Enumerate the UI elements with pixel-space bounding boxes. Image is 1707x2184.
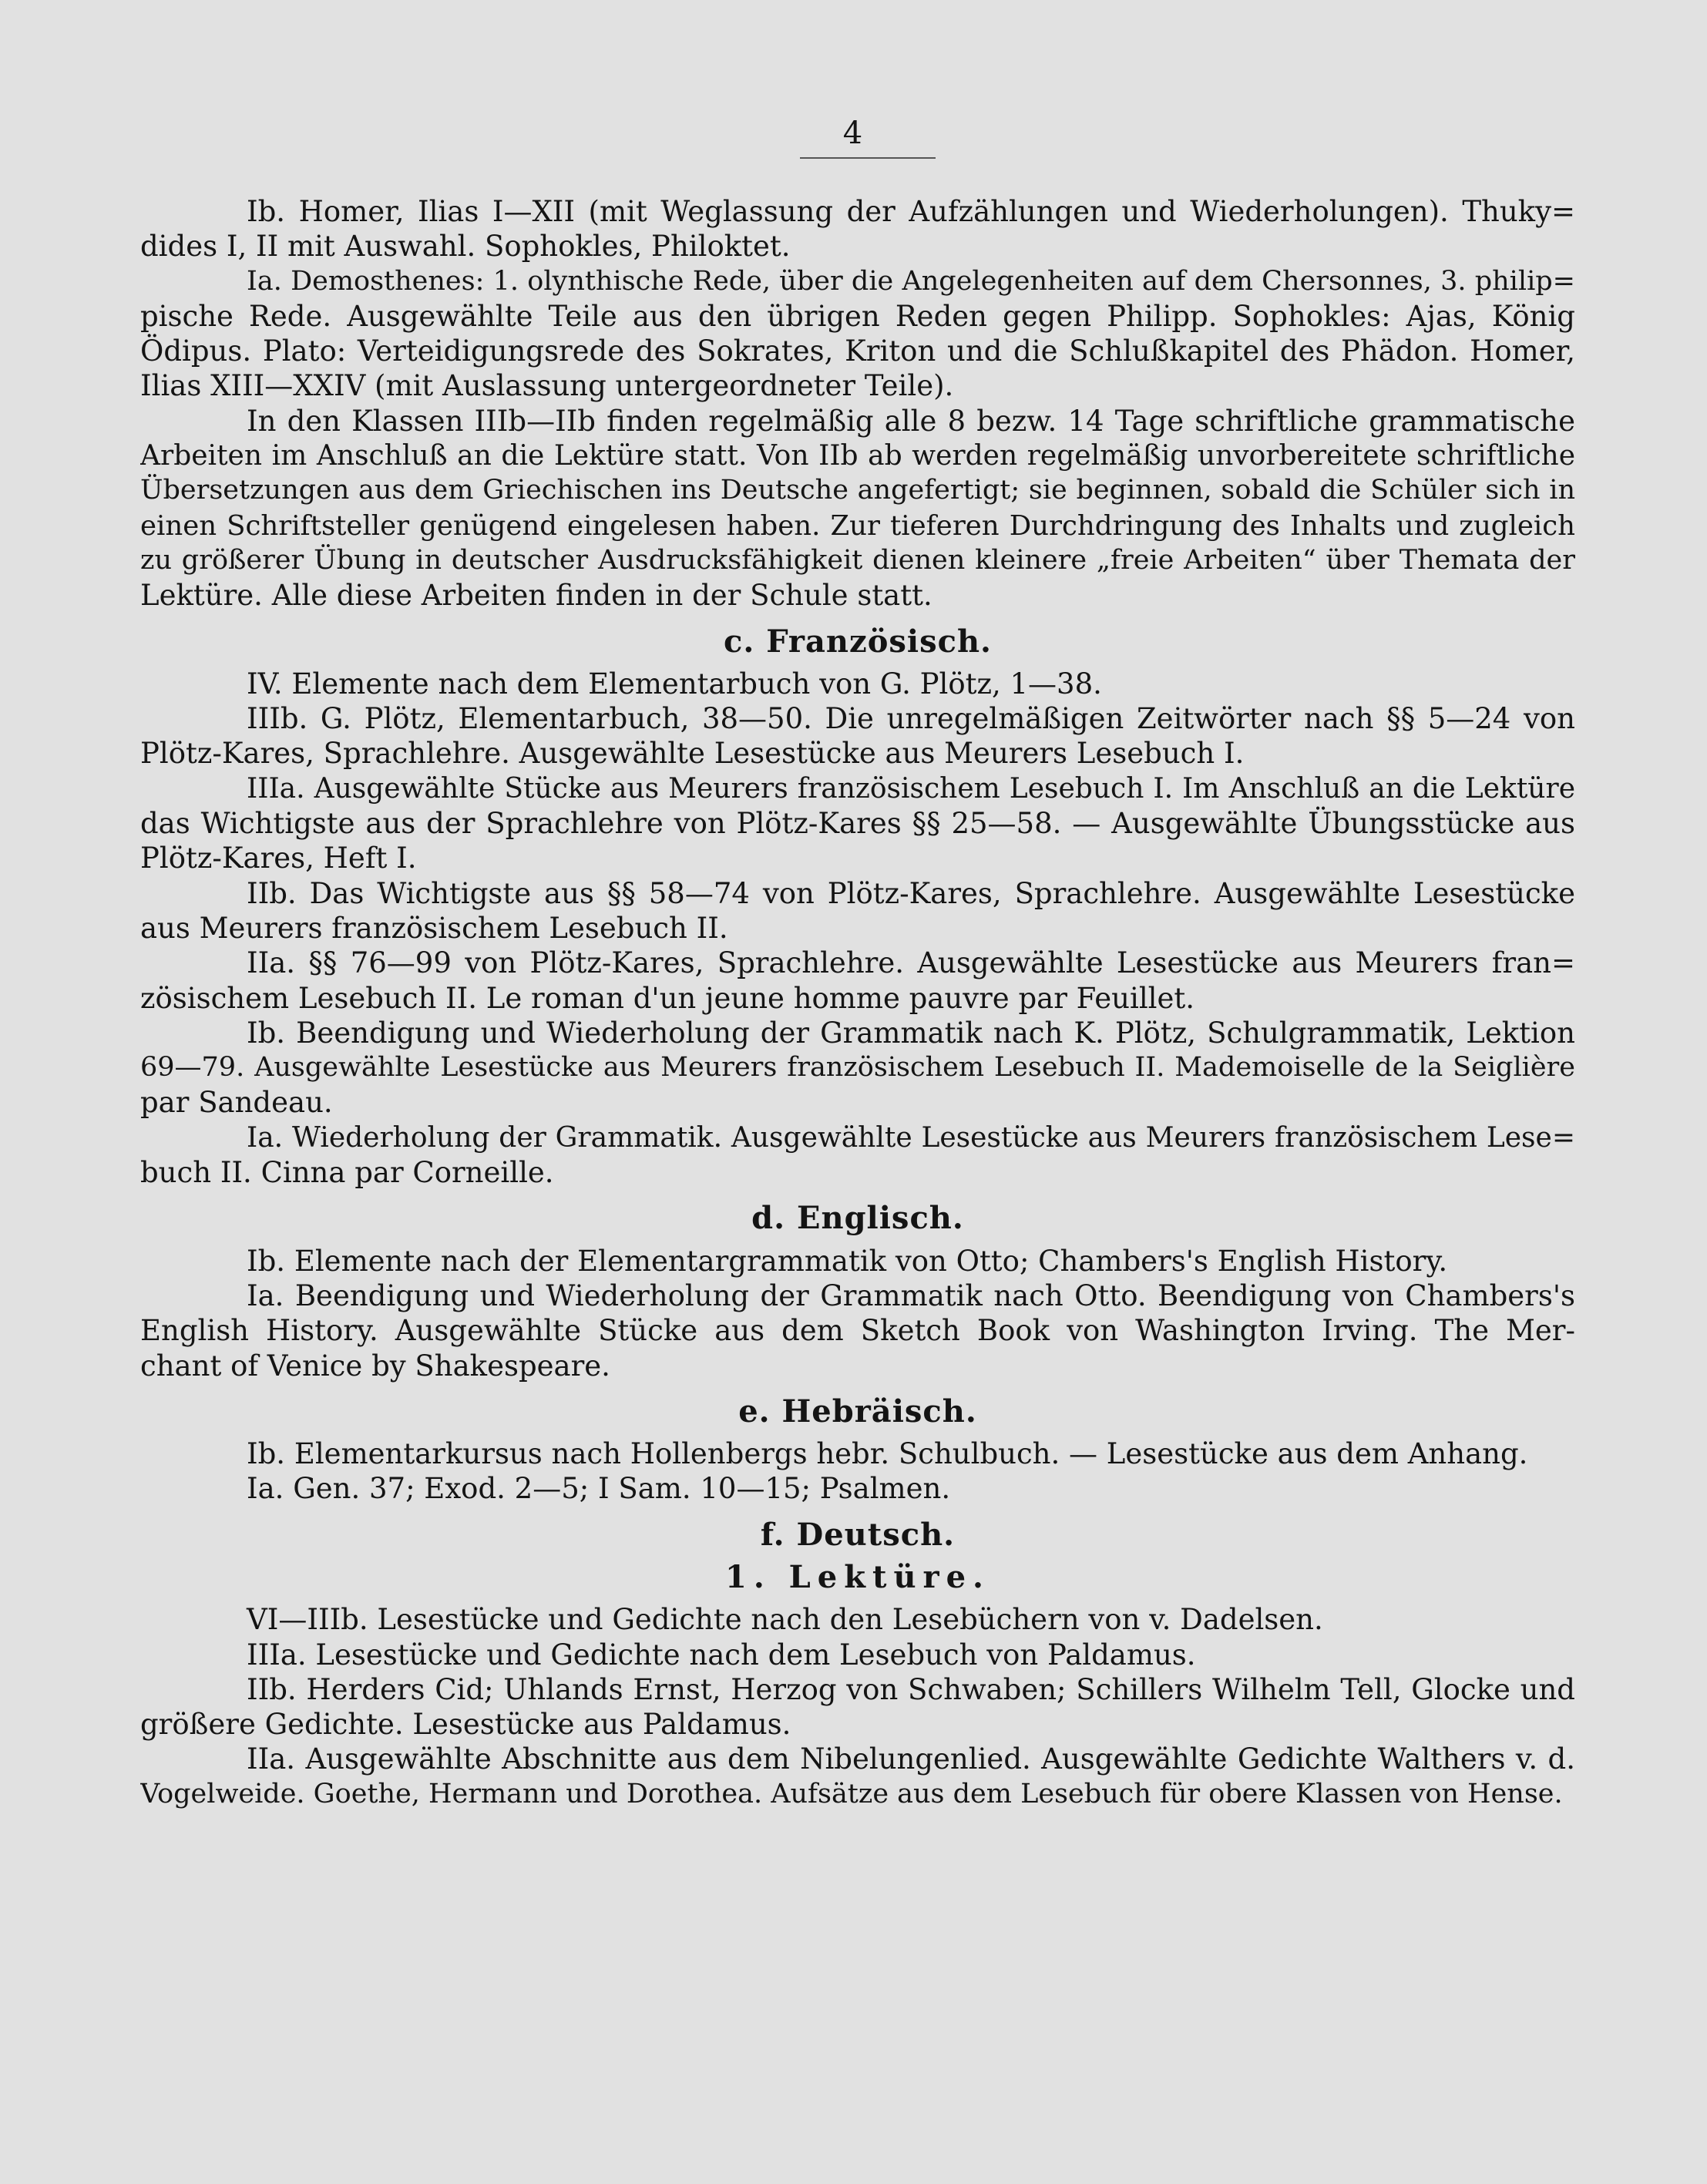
text-line: Plötz-Kares, Sprachlehre. Ausgewählte Lesestücke aus Meurers Lesebuch I.	[140, 737, 1245, 771]
text-line: IIIa. Lesestücke und Gedichte nach dem Lesebuch von Paldamus.	[247, 1638, 1196, 1672]
text-line: Vogelweide. Goethe, Hermann und Dorothea. Aufsätze aus dem Lesebuch für obere Klassen von Hense.	[140, 1778, 1563, 1809]
text-line: IIIb. G. Plötz, Elementarbuch, 38—50. Die unregelmäßigen Zeitwörter nach §§ 5—24 von	[247, 702, 1575, 736]
text-line: Ib. Homer, Ilias I—XII (mit Weglassung der Aufzählungen und Wiederholungen). Thuky=	[247, 195, 1575, 228]
paragraph	[140, 1244, 1575, 1278]
text-line: IIa. §§ 76—99 von Plötz-Kares, Sprachlehre. Ausgewählte Lesestücke aus Meurers fran=	[247, 946, 1575, 980]
text-line: English History. Ausgewählte Stücke aus dem Sketch Book von Washington Irving. The Mer-	[140, 1314, 1575, 1348]
text-line: pische Rede. Ausgewählte Teile aus den übrigen Reden gegen Philipp. Sophokles: Ajas, König	[140, 299, 1575, 333]
text-line: Übersetzungen aus dem Griechischen ins Deutsche angefertigt; sie beginnen, sobald die Schüler sich in	[140, 475, 1575, 506]
text-line: IV. Elemente nach dem Elementarbuch von G. Plötz, 1—38.	[247, 667, 1102, 701]
text-line: zösischem Lesebuch II. Le roman d'un jeune homme pauvre par Feuillet.	[140, 981, 1195, 1015]
text-line: zu größerer Übung in deutscher Ausdrucksfähigkeit dienen kleinere „freie Arbeiten“ über Themata der	[140, 544, 1575, 576]
paragraph	[140, 264, 1575, 404]
paragraph	[140, 1016, 1575, 1121]
paragraph	[140, 1672, 1575, 1742]
paragraph	[140, 194, 1575, 264]
text-line: Plötz-Kares, Heft I.	[140, 842, 417, 875]
paragraph	[140, 404, 1575, 613]
text-line: chant of Venice by Shakespeare.	[140, 1349, 610, 1383]
text-line: Ia. Gen. 37; Exod. 2—5; I Sam. 10—15; Psalmen.	[247, 1472, 951, 1506]
paragraph	[140, 1471, 1575, 1506]
text-line: Ib. Elementarkursus nach Hollenbergs hebr. Schulbuch. — Lesestücke aus dem Anhang.	[247, 1437, 1528, 1471]
header-rule	[800, 157, 936, 159]
text-line: dides I, II mit Auswahl. Sophokles, Philoktet.	[140, 230, 791, 264]
text-line: Ia. Demosthenes: 1. olynthische Rede, über die Angelegenheiten auf dem Chersonnes, 3. philip=	[247, 265, 1575, 297]
text-line: IIa. Ausgewählte Abschnitte aus dem Nibelungenlied. Ausgewählte Gedichte Walthers v. d.	[247, 1742, 1575, 1776]
text-line: Ödipus. Plato: Verteidigungsrede des Sokrates, Kriton und die Schlußkapitel des Phädon. Homer,	[140, 334, 1575, 368]
paragraph	[140, 946, 1575, 1016]
text-line: einen Schriftsteller genügend eingelesen haben. Zur tieferen Durchdringung des Inhalts und zugleich	[140, 509, 1575, 542]
text-line: aus Meurers französischem Lesebuch II.	[140, 911, 728, 945]
page-number: 4	[842, 116, 865, 151]
paragraph	[140, 876, 1575, 946]
paragraph	[140, 667, 1575, 701]
paragraph	[140, 771, 1575, 876]
paragraph	[140, 1278, 1575, 1383]
text-line: VI—IIIb. Lesestücke und Gedichte nach den Lesebüchern von v. Dadelsen.	[247, 1603, 1323, 1637]
text-line: Ia. Wiederholung der Grammatik. Ausgewählte Lesestücke aus Meurers französischem Lese=	[247, 1121, 1575, 1154]
text-line: IIb. Herders Cid; Uhlands Ernst, Herzog von Schwaben; Schillers Wilhelm Tell, Glocke und	[247, 1672, 1575, 1706]
text-line: Ib. Beendigung und Wiederholung der Grammatik nach K. Plötz, Schulgrammatik, Lektion	[247, 1016, 1575, 1050]
paragraph	[140, 1638, 1575, 1672]
text-line: Ib. Elemente nach der Elementargrammatik von Otto; Chambers's English History.	[247, 1244, 1448, 1278]
paragraph	[140, 1121, 1575, 1191]
subsection-heading: 1. Lektüre.	[725, 1558, 990, 1595]
section-heading: f. Deutsch.	[760, 1516, 956, 1553]
text-line: 69—79. Ausgewählte Lesestücke aus Meurers französischem Lesebuch II. Mademoiselle de la Seiglière	[140, 1052, 1575, 1084]
text-line: IIb. Das Wichtigste aus §§ 58—74 von Plötz-Kares, Sprachlehre. Ausgewählte Lesestücke	[247, 876, 1575, 910]
text-line: Ia. Beendigung und Wiederholung der Grammatik nach Otto. Beendigung von Chambers's	[247, 1278, 1575, 1312]
text-line: IIIa. Ausgewählte Stücke aus Meurers französischem Lesebuch I. Im Anschluß an die Lektüre	[247, 772, 1575, 805]
text-line: buch II. Cinna par Corneille.	[140, 1156, 554, 1190]
paragraph	[140, 701, 1575, 771]
document-body	[140, 194, 1575, 1812]
section-heading: c. Französisch.	[724, 623, 992, 660]
text-line: par Sandeau.	[140, 1086, 333, 1120]
text-line: größere Gedichte. Lesestücke aus Paldamus.	[140, 1708, 791, 1742]
text-line: In den Klassen IIIb—IIb finden regelmäßig alle 8 bezw. 14 Tage schriftliche grammatische	[247, 404, 1575, 438]
text-line: das Wichtigste aus der Sprachlehre von Plötz-Kares §§ 25—58. — Ausgewählte Übungsstücke aus	[140, 807, 1575, 841]
section-heading: e. Hebräisch.	[738, 1393, 977, 1430]
section-heading: d. Englisch.	[751, 1200, 964, 1237]
paragraph	[140, 1602, 1575, 1637]
paragraph	[140, 1436, 1575, 1471]
text-line: Lektüre. Alle diese Arbeiten finden in der Schule statt.	[140, 579, 932, 613]
text-line: Arbeiten im Anschluß an die Lektüre statt. Von IIb ab werden regelmäßig unvorbereitete schriftliche	[140, 440, 1575, 472]
paragraph	[140, 1742, 1575, 1812]
text-line: Ilias XIII—XXIV (mit Auslassung untergeordneter Teile).	[140, 369, 954, 403]
